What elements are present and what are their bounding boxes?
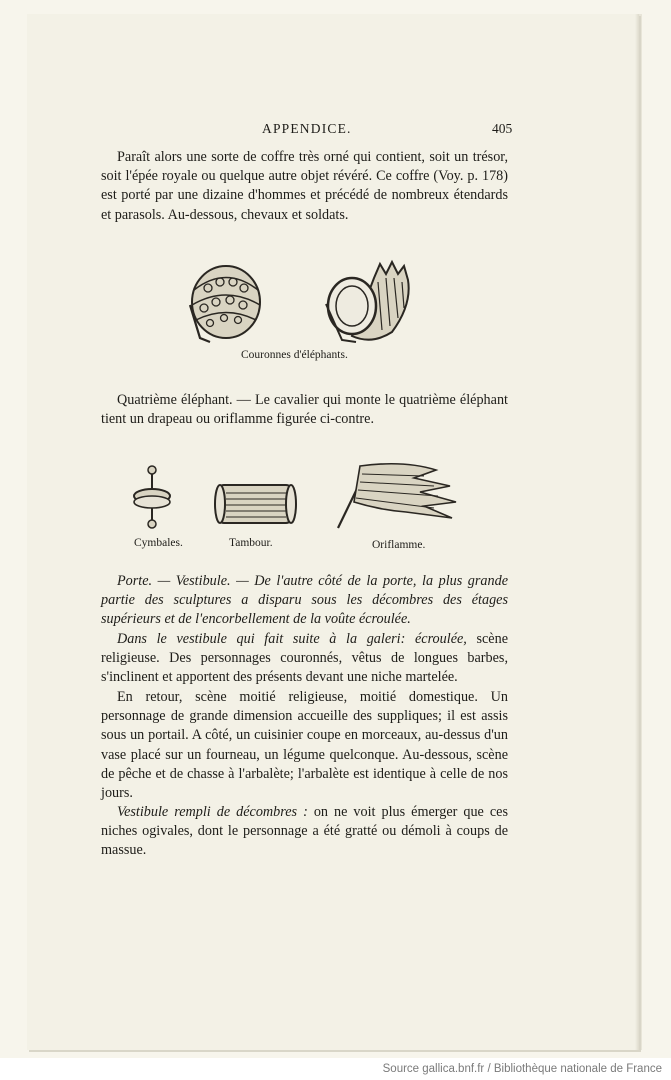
cymbals-caption: Cymbales. [134, 537, 183, 549]
crown-round-illustration [186, 260, 266, 345]
source-credit: Source gallica.bnf.fr / Bibliothèque nationale de France [382, 1063, 662, 1075]
paragraph-decombres-italic: Vestibule rempli de décombres : [117, 804, 308, 820]
paragraph-porte-vestibule: Porte. — Vestibule. — De l'autre côté de la porte, la plus grande partie des sculptures a disparu sous les décombres des étages supérieurs et de l'encorbellement de la voûte écroulée. [101, 573, 508, 628]
paragraph-decombres-text: on ne voit plus émerger que ces niches ogivales, dont le personnage a été gratté ou démoli à coups de massue. [101, 804, 508, 859]
page-number: 405 [492, 121, 513, 136]
drum-illustration [212, 481, 298, 527]
running-title: APPENDICE. [262, 121, 352, 136]
oriflamme-caption: Oriflamme. [372, 539, 426, 551]
oriflamme-illustration [334, 460, 460, 532]
paragraph-en-retour: En retour, scène moitié religieuse, moitié domestique. Un personnage de grande dimension accueille des suppliques; il est assis sous un portail. A côté, un cuisinier coupe en morceaux, au-dessus d'un vase placé sur un fourneau, un légume quelconque. Au-dessous, scène de pêche et de chasse à l'arbalète; l'arbalète est identique à celle de nos jours. [101, 689, 508, 802]
paragraph-vestibule-religieuse [101, 630, 508, 688]
paragraph-vestibule-text: scène religieuse. Des personnages couronnés, vêtus de longues barbes, s'inclinent et apportent des présents devant une niche martelée. [101, 631, 508, 686]
crown-pointed-illustration [322, 260, 417, 345]
paragraph-quatrieme-elephant: Quatrième éléphant. — Le cavalier qui monte le quatrième éléphant tient un drapeau ou oriflamme figurée ci-contre. [101, 392, 508, 428]
cymbals-illustration [130, 464, 172, 530]
drum-caption: Tambour. [229, 537, 273, 549]
paragraph-coffre: Paraît alors une sorte de coffre très orné qui contient, soit un trésor, soit l'épée royale ou quelque autre objet révéré. Ce coffre (Voy. p. 178) est porté par une dizaine d'hommes et précédé de nombreux étendards et parasols. Au-dessous, chevaux et soldats. [101, 149, 508, 223]
crowns-caption: Couronnes d'éléphants. [241, 349, 348, 361]
paragraph-vestibule-italic: Dans le vestibule qui fait suite à la galeri: écroulée, [117, 631, 467, 647]
paragraph-decombres [101, 803, 508, 861]
